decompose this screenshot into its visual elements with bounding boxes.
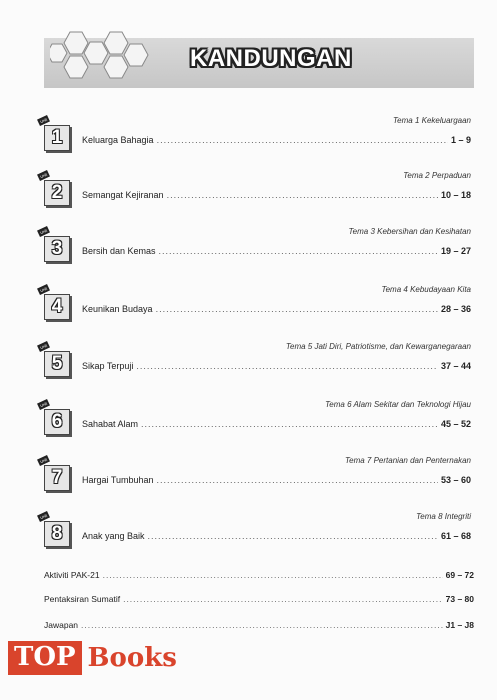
unit-badge [40, 229, 70, 263]
unit-title: Hargai Tumbuhan [82, 475, 154, 485]
unit-number: 5 [44, 351, 70, 377]
unit-badge [40, 118, 70, 152]
page-range: J1 – J8 [445, 620, 474, 630]
unit-badge [40, 173, 70, 207]
leader-dots [157, 135, 448, 145]
logo-books: Books [87, 643, 177, 673]
unit-title: Sahabat Alam [82, 419, 139, 429]
unit-badge [40, 344, 70, 378]
unit-tag: Unit [37, 226, 50, 237]
extra-title: Pentaksiran Sumatif [44, 594, 121, 604]
unit-title: Keluarga Bahagia [82, 135, 154, 145]
toc-entry[interactable] [82, 531, 471, 541]
leader-dots [157, 475, 438, 485]
unit-theme: Tema 8 Integriti [416, 512, 471, 521]
extra-title: Aktiviti PAK-21 [44, 570, 100, 580]
unit-badge [40, 287, 70, 321]
toc-entry[interactable] [82, 135, 471, 145]
publisher-logo [8, 638, 177, 678]
unit-tag: Unit [37, 511, 50, 522]
toc-extra-entry[interactable] [44, 620, 474, 630]
leader-dots [103, 570, 443, 580]
unit-title: Sikap Terpuji [82, 361, 134, 371]
unit-title: Semangat Kejiranan [82, 190, 164, 200]
toc-unit-row [34, 342, 474, 392]
toc-unit-row [34, 116, 474, 166]
unit-number: 2 [44, 180, 70, 206]
leader-dots [148, 531, 438, 541]
unit-number: 3 [44, 236, 70, 262]
unit-theme: Tema 4 Kebudayaan Kita [381, 285, 471, 294]
unit-theme: Tema 3 Kebersihan dan Kesihatan [348, 227, 471, 236]
leader-dots [159, 246, 438, 256]
extra-title: Jawapan [44, 620, 79, 630]
leader-dots [81, 620, 443, 630]
unit-number: 1 [44, 125, 70, 151]
unit-badge [40, 458, 70, 492]
page-range: 73 – 80 [445, 594, 474, 604]
page-range: 28 – 36 [440, 304, 471, 314]
unit-theme: Tema 1 Kekeluargaan [393, 116, 471, 125]
unit-tag: Unit [37, 284, 50, 295]
toc-unit-row [34, 400, 474, 450]
toc-unit-row [34, 171, 474, 221]
unit-tag: Unit [37, 115, 50, 126]
leader-dots [167, 190, 438, 200]
toc-unit-row [34, 456, 474, 506]
page-range: 53 – 60 [440, 475, 471, 485]
page-range: 19 – 27 [440, 246, 471, 256]
page-range: 10 – 18 [440, 190, 471, 200]
toc-entry[interactable] [82, 475, 471, 485]
unit-tag: Unit [37, 455, 50, 466]
toc-entry[interactable] [82, 190, 471, 200]
unit-tag: Unit [37, 341, 50, 352]
toc-entry[interactable] [82, 419, 471, 429]
unit-number: 7 [44, 465, 70, 491]
unit-tag: Unit [37, 170, 50, 181]
page-range: 69 – 72 [445, 570, 474, 580]
unit-badge [40, 514, 70, 548]
toc-entry[interactable] [82, 246, 471, 256]
logo-top: TOP [8, 641, 82, 675]
toc-extra-entry[interactable] [44, 594, 474, 604]
unit-number: 6 [44, 409, 70, 435]
unit-number: 8 [44, 521, 70, 547]
toc-entry[interactable] [82, 361, 471, 371]
leader-dots [123, 594, 443, 604]
unit-number: 4 [44, 294, 70, 320]
leader-dots [136, 361, 438, 371]
page-range: 37 – 44 [440, 361, 471, 371]
unit-title: Bersih dan Kemas [82, 246, 156, 256]
toc-unit-row [34, 285, 474, 335]
page-title: KANDUNGAN [190, 45, 352, 72]
unit-tag: Unit [37, 399, 50, 410]
unit-theme: Tema 5 Jati Diri, Patriotisme, dan Kewarganegaraan [285, 342, 471, 351]
page-range: 1 – 9 [450, 135, 471, 145]
toc-entry[interactable] [82, 304, 471, 314]
page-range: 61 – 68 [440, 531, 471, 541]
unit-badge [40, 402, 70, 436]
leader-dots [141, 419, 438, 429]
page-range: 45 – 52 [440, 419, 471, 429]
unit-theme: Tema 7 Pertanian dan Penternakan [344, 456, 471, 465]
toc-unit-row [34, 512, 474, 562]
hexagon-pattern-icon [50, 26, 160, 92]
unit-title: Anak yang Baik [82, 531, 145, 541]
toc-unit-row [34, 227, 474, 277]
leader-dots [156, 304, 438, 314]
toc-extra-entry[interactable] [44, 570, 474, 580]
unit-theme: Tema 6 Alam Sekitar dan Teknologi Hijau [325, 400, 471, 409]
unit-theme: Tema 2 Perpaduan [403, 171, 471, 180]
unit-title: Keunikan Budaya [82, 304, 153, 314]
